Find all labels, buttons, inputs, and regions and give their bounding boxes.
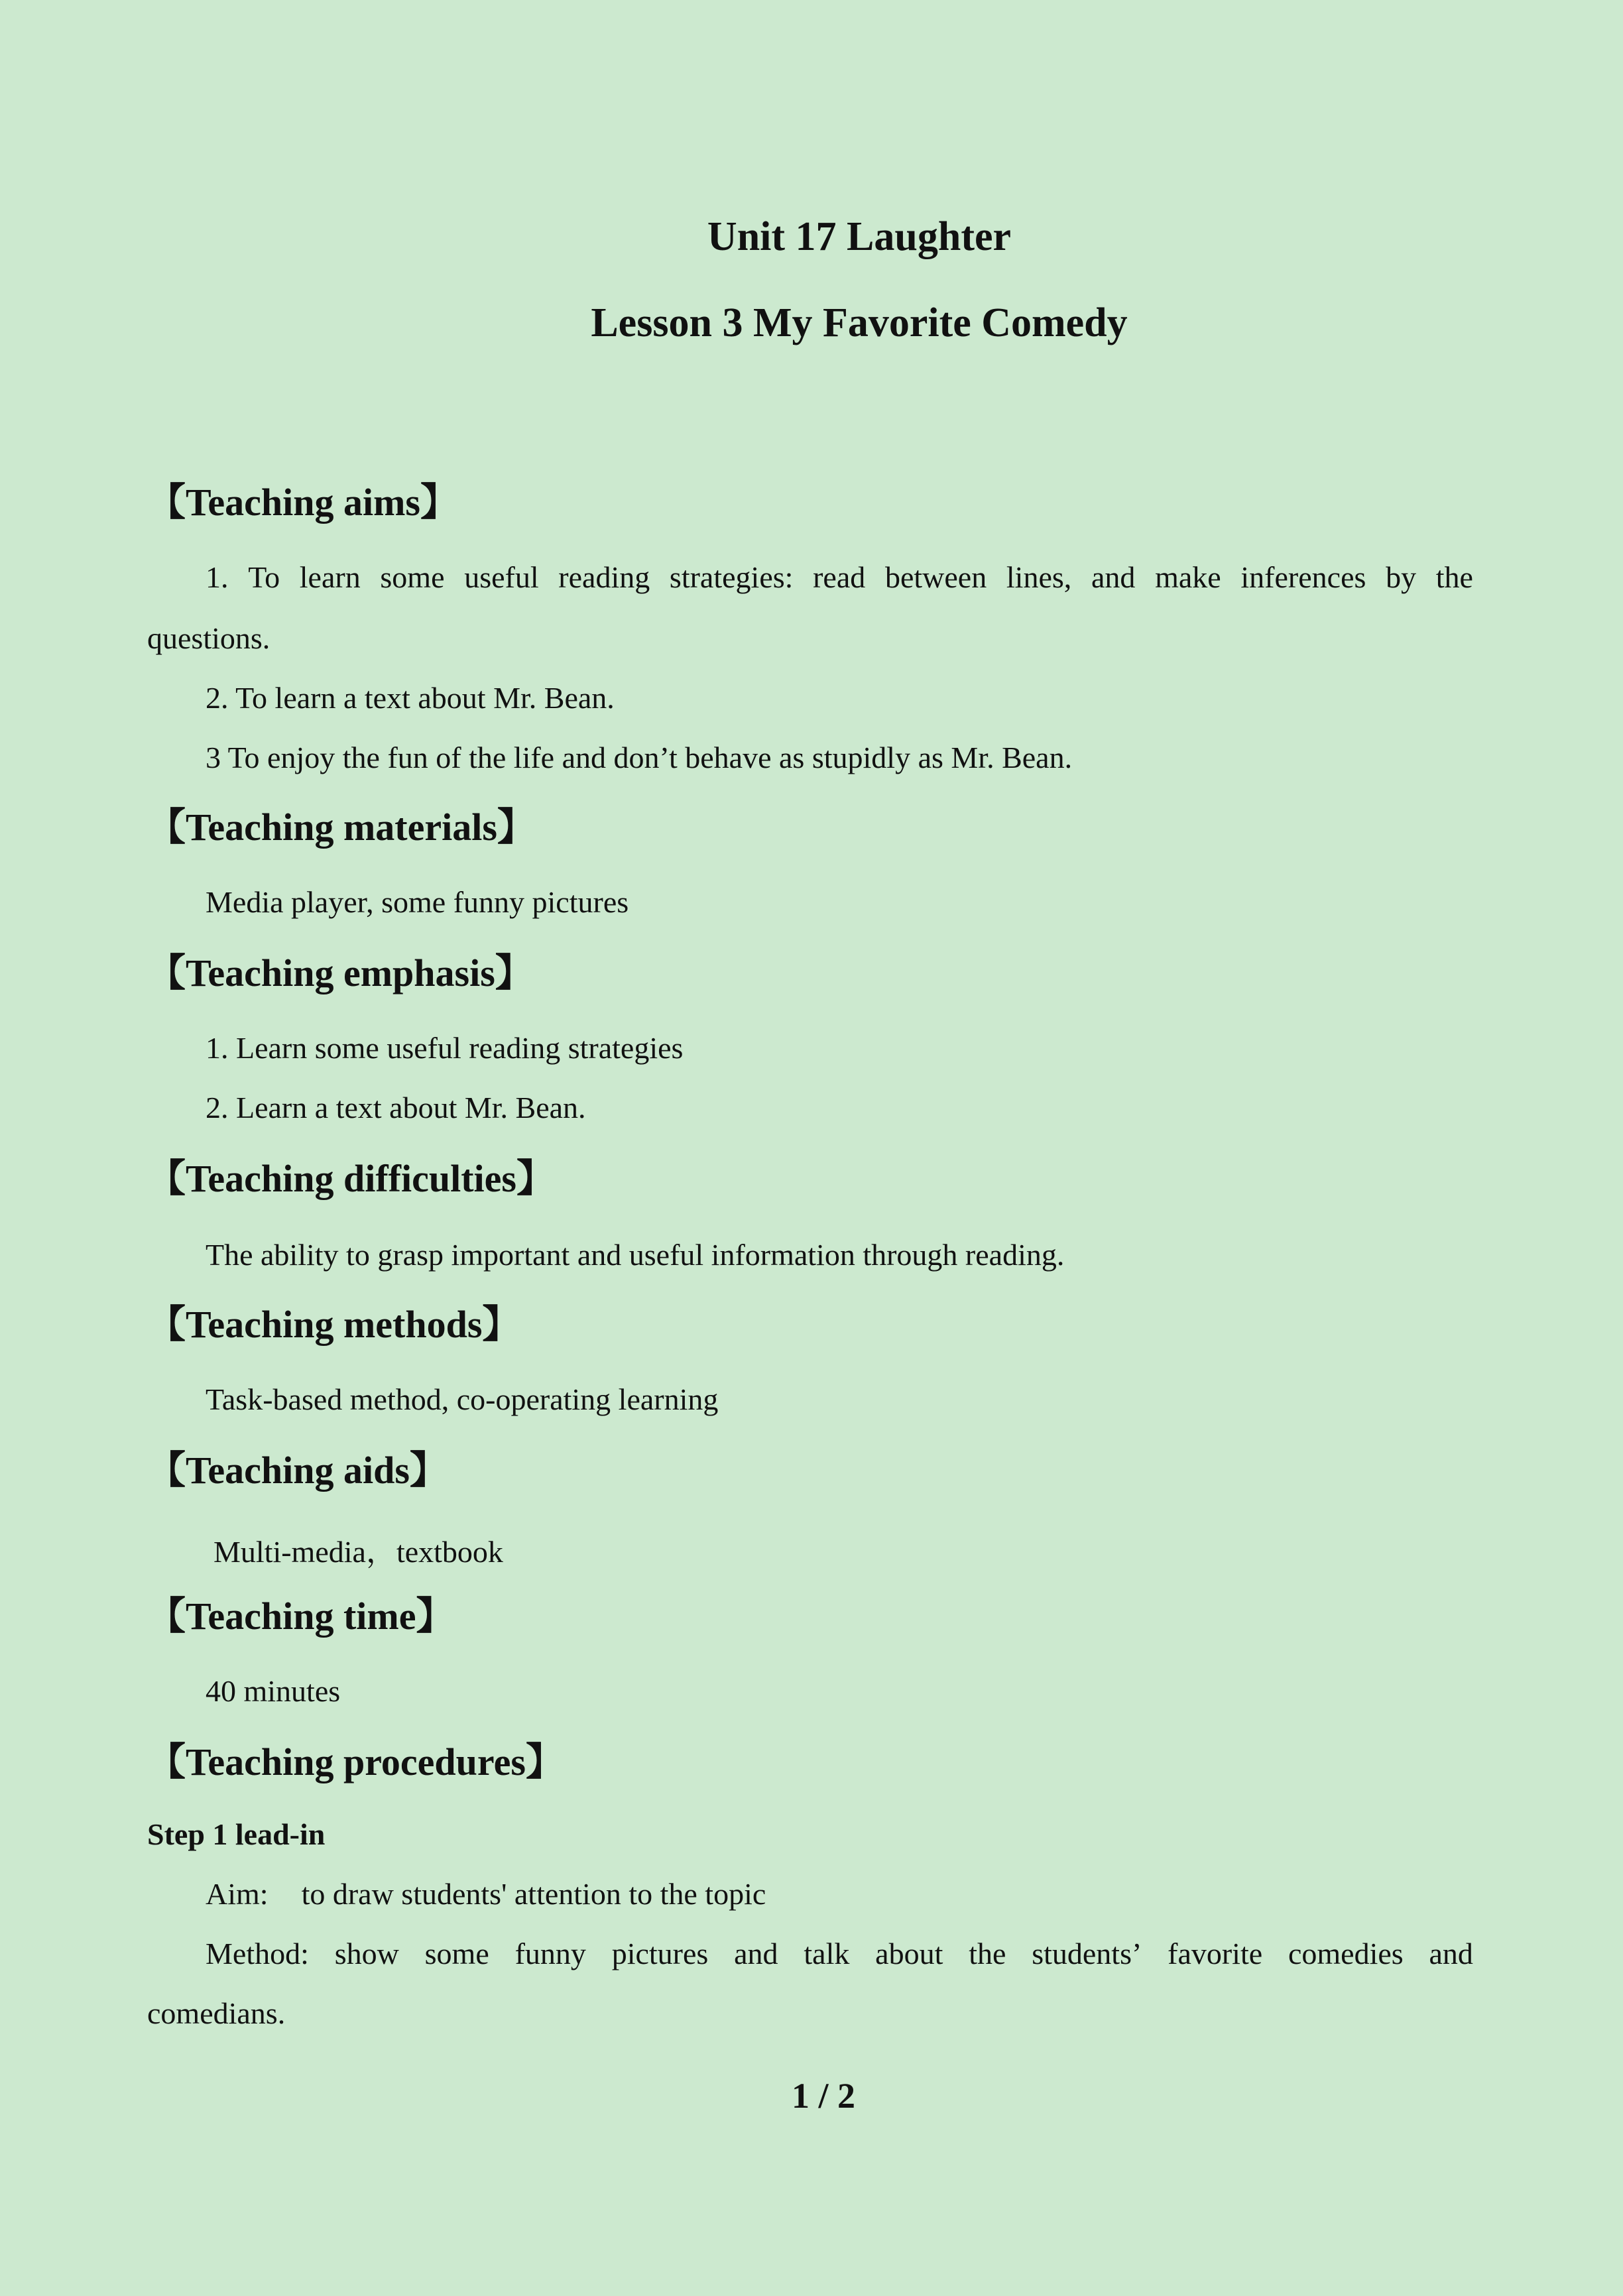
method-word: students’	[1032, 1937, 1142, 1970]
aims-item-1-word: inferences	[1240, 560, 1366, 594]
aims-item-1-line-2: questions.	[147, 621, 270, 655]
aims-item-1-word: some	[380, 560, 445, 594]
page-number: 1 / 2	[791, 2076, 855, 2116]
method-word: some	[424, 1937, 489, 1970]
method-word: show	[334, 1937, 399, 1970]
aim-text: to draw students' attention to the topic	[301, 1877, 766, 1911]
method-word: pictures	[611, 1937, 709, 1970]
aids-text: Multi-media，textbook	[213, 1535, 503, 1569]
step-1-method-line-2: comedians.	[147, 1996, 286, 2030]
aims-item-1-word: lines,	[1006, 560, 1072, 594]
heading-teaching-difficulties: 【Teaching difficulties】	[147, 1157, 555, 1200]
aims-item-1-line-1	[206, 560, 1473, 595]
method-word: favorite	[1168, 1937, 1263, 1970]
aims-item-1-word: between	[884, 560, 987, 594]
heading-teaching-emphasis: 【Teaching emphasis】	[147, 951, 534, 995]
aims-item-1-word: reading	[558, 560, 650, 594]
heading-teaching-procedures: 【Teaching procedures】	[147, 1740, 564, 1783]
emphasis-item-2: 2. Learn a text about Mr. Bean.	[206, 1091, 586, 1124]
method-word: talk	[804, 1937, 850, 1970]
heading-teaching-materials: 【Teaching materials】	[147, 806, 536, 849]
aims-item-1-word: strategies:	[669, 560, 794, 594]
heading-teaching-aims: 【Teaching aims】	[147, 481, 459, 524]
methods-text: Task-based method, co-operating learning	[206, 1382, 719, 1416]
method-word: and	[1429, 1937, 1473, 1970]
method-word: Method:	[206, 1937, 309, 1970]
heading-teaching-methods: 【Teaching methods】	[147, 1303, 521, 1346]
aims-item-1-word: 1.	[206, 560, 229, 594]
aim-label: Aim:	[206, 1877, 269, 1911]
aims-item-1-word: useful	[464, 560, 539, 594]
aims-item-1-word: by	[1386, 560, 1417, 594]
aims-item-1-word: To	[248, 560, 280, 594]
method-word: and	[734, 1937, 778, 1970]
method-word: about	[875, 1937, 943, 1970]
aims-item-1-word: learn	[299, 560, 361, 594]
materials-text: Media player, some funny pictures	[206, 885, 629, 919]
aims-item-1-word: read	[813, 560, 866, 594]
time-text: 40 minutes	[206, 1674, 341, 1708]
step-1-title: Step 1 lead-in	[147, 1817, 326, 1851]
method-word: the	[969, 1937, 1006, 1970]
step-1-method-line-1	[206, 1936, 1473, 1971]
aims-item-1-word: the	[1435, 560, 1473, 594]
lesson-title: Lesson 3 My Favorite Comedy	[591, 300, 1128, 345]
aims-item-2: 2. To learn a text about Mr. Bean.	[206, 681, 615, 715]
aims-item-3: 3 To enjoy the fun of the life and don’t behave as stupidly as Mr. Bean.	[206, 741, 1073, 774]
aims-item-1-word: make	[1155, 560, 1221, 594]
method-word: funny	[514, 1937, 586, 1970]
emphasis-item-1: 1. Learn some useful reading strategies	[206, 1031, 684, 1065]
aims-item-1-word: and	[1091, 560, 1136, 594]
unit-title: Unit 17 Laughter	[707, 214, 1012, 259]
heading-teaching-time: 【Teaching time】	[147, 1595, 455, 1638]
difficulties-text: The ability to grasp important and useful information through reading.	[206, 1238, 1065, 1272]
method-word: comedies	[1288, 1937, 1404, 1970]
step-1-aim	[206, 1876, 766, 1911]
heading-teaching-aids: 【Teaching aids】	[147, 1449, 448, 1492]
